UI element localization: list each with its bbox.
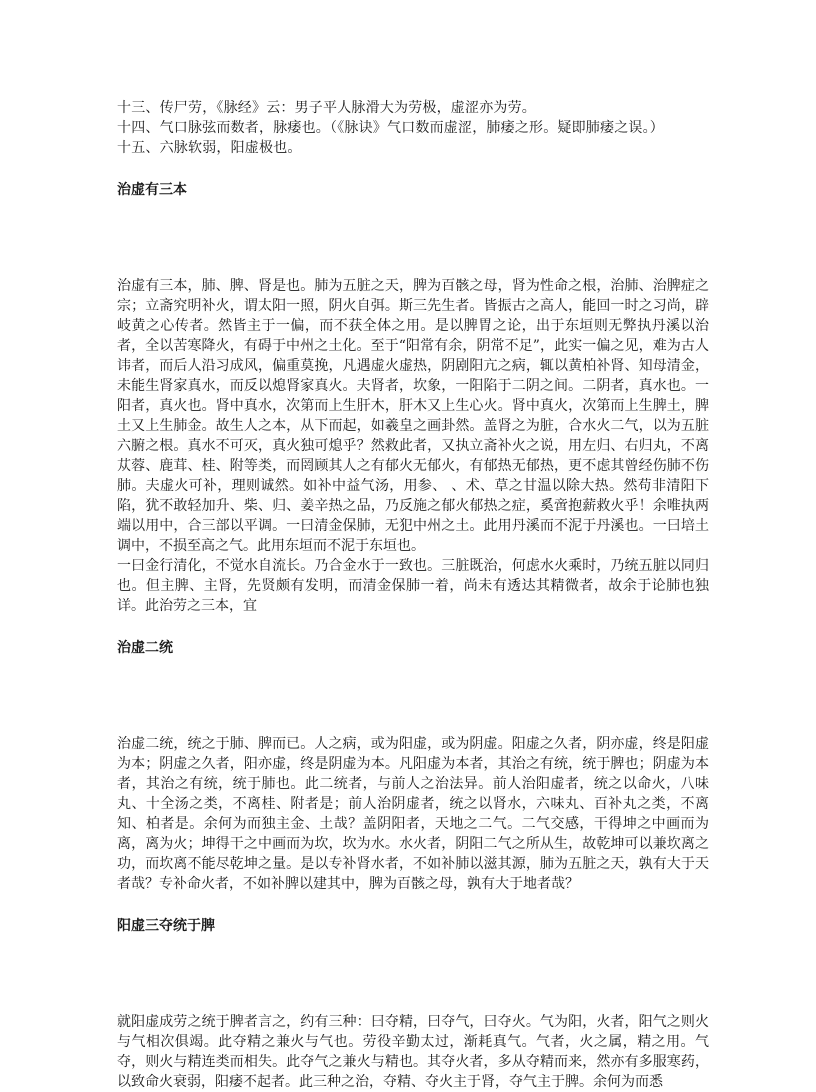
section-yang-deficiency — [117, 916, 709, 1092]
intro-line-15: 十五、六脉软弱，阳虚极也。 — [117, 140, 302, 156]
section-paragraph: 就阳虚成劳之统于脾者言之，约有三种：曰夺精，曰夺气，曰夺火。气为阳，火者，阳气之则火与气相次俱竭。此夺精之兼火与气也。劳役辛勤太过，渐耗真气。气者，火之属，精之用。气夺，则火与精连类而相失。此夺气之兼火与精也。其夺火者，多从夺精而来，然亦有多服寒药，以致命火衰弱，阳痿不起者。此三种之治，夺精、夺火主于肾，夺气主于脾。余何为而悉 — [117, 1014, 709, 1090]
document-page — [117, 98, 709, 1092]
section-heading: 阳虚三夺统于脾 — [117, 918, 215, 934]
section-heading: 治虚有三本 — [117, 182, 187, 198]
section-heading: 治虚二统 — [117, 640, 173, 656]
section-paragraph: 一曰金行清化，不觉水自流长。乃合金水于一致也。三脏既治，何虑水火乘时，乃统五脏以同归也。但主脾、主肾，先贤颇有发明，而清金保肺一着，尚未有透达其精微者，故余于论肺也独详。此治劳之三本，宜 — [117, 558, 709, 614]
section-paragraph: 治虚有三本，肺、脾、肾是也。肺为五脏之天，脾为百骸之母，肾为性命之根，治肺、治脾症之宗；立斋究明补火，谓太阳一照，阴火自弭。斯三先生者。皆振古之高人，能回一时之习尚，辟岐黄之心传者。然皆主于一偏，而不获全体之用。是以脾胃之论，出于东垣则无弊执丹溪以治者，全以苦寒降火，有碍于中州之土化。至于“阳常有余，阴常不足”，此实一偏之见，难为古人讳者，而后人沿习成风，偏重莫挽，凡遇虚火虚热，阴剧阳亢之病，辄以黄柏补肾、知母清金，未能生肾家真水，而反以熄肾家真火。夫肾者，坎象，一阳陷于二阴之间。二阴者，真水也。一阳者，真火也。肾中真水，次第而上生肝木，肝木又上生心火。肾中真火，次第而上生脾土，脾土又上生肺金。故生人之本，从下而起，如羲皇之画卦然。盖肾之为脏，合水火二气，以为五脏六腑之根。真水不可灭，真火独可熄乎？然救此者，又执立斋补火之说，用左归、右归丸，不离苁蓉、鹿茸、桂、附等类，而罔顾其人之有郁火无郁火，有郁热无郁热，更不虑其曾经伤肺不伤肺。夫虚火可补，理则诚然。如补中益气汤，用参、 、术、草之甘温以除大热。然苟非清阳下陷，犹不敢轻加升、柴、归、姜辛热之品，乃反施之郁火郁热之症，奚啻抱薪救火乎！余唯执两端以用中，合三部以平调。一曰清金保肺，无犯中州之土。此用丹溪而不泥于丹溪也。一曰培土调中，不损至高之气。此用东垣而不泥于东垣也。 — [117, 278, 709, 554]
section-three-roots — [117, 180, 709, 616]
section-paragraph: 治虚二统，统之于肺、脾而已。人之病，或为阳虚，或为阴虚。阳虚之久者，阴亦虚，终是阳虚为本；阴虚之久者，阳亦虚，终是阴虚为本。凡阳虚为本者，其治之有统，统于脾也；阴虚为本者，其治之有统，统于肺也。此二统者，与前人之治法异。前人治阳虚者，统之以命火，八味丸、十全汤之类，不离桂、附者是；前人治阴虚者，统之以肾水，六味丸、百补丸之类，不离知、柏者是。余何为而独主金、土哉？盖阴阳者，天地之二气。二气交感，干得坤之中画而为离，离为火；坤得干之中画而为坎，坎为水。水火者，阴阳二气之所从生，故乾坤可以兼坎离之功，而坎离不能尽乾坤之量。是以专补肾水者，不如补肺以滋其源，肺为五脏之天，孰有大于天者哉？专补命火者，不如补脾以建其中，脾为百骸之母，孰有大于地者哉？ — [117, 736, 709, 892]
intro-line-13: 十三、传尸劳，《脉经》云：男子平人脉滑大为劳极，虚涩亦为劳。 — [117, 100, 536, 116]
intro-line-14: 十四、气口脉弦而数者，脉痿也。（《脉诀》气口数而虚涩，肺痿之形。疑即肺痿之误。） — [117, 120, 664, 136]
section-two-systems — [117, 638, 709, 894]
intro-list — [117, 98, 709, 158]
